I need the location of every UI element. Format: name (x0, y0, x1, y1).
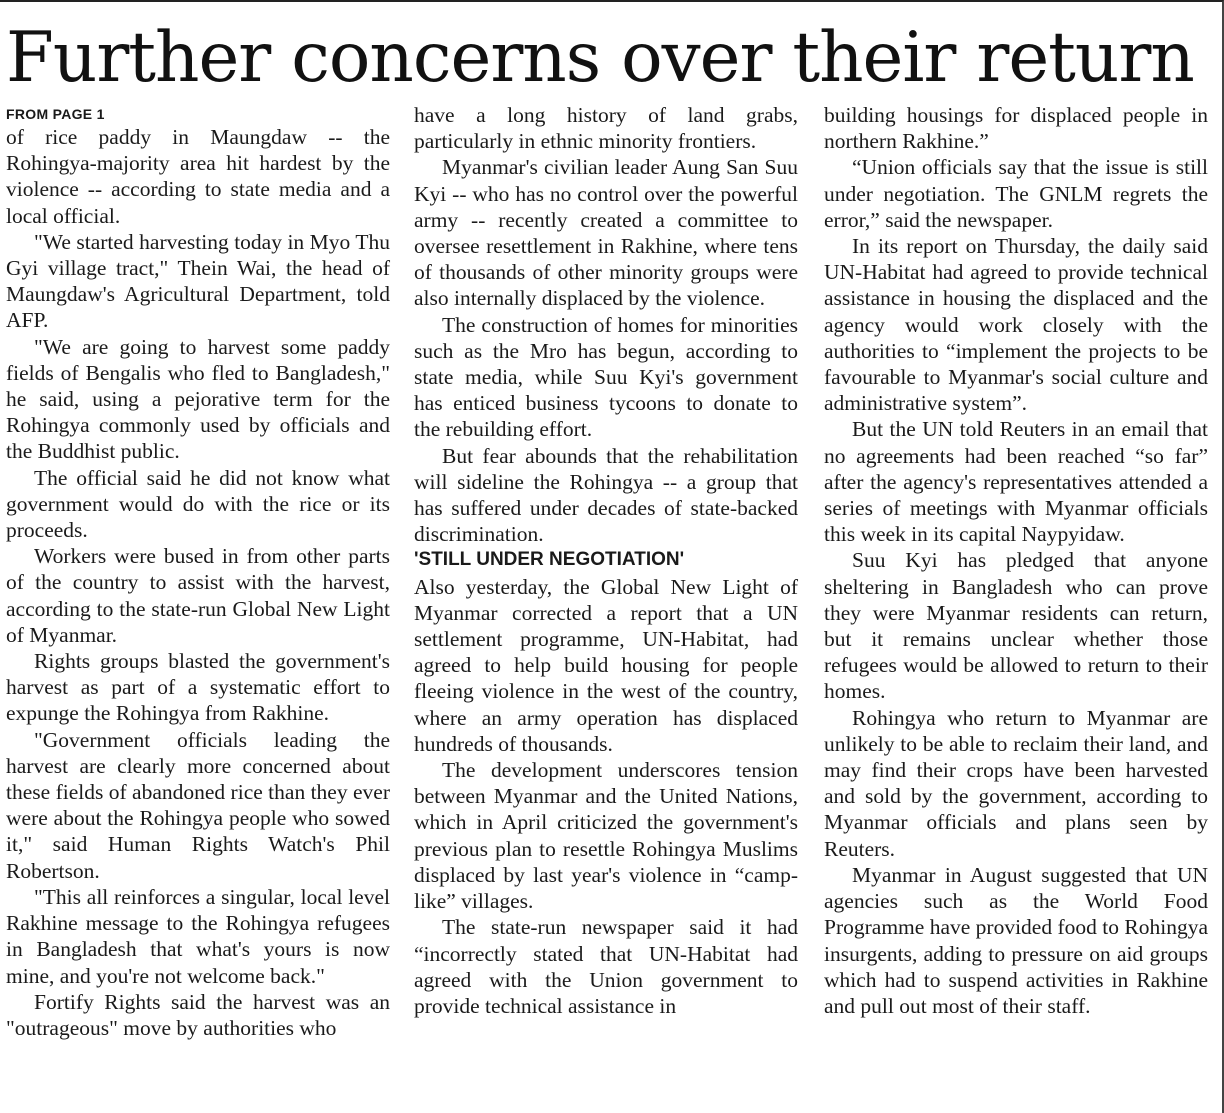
paragraph: But fear abounds that the rehabilitation will sideline the Rohingya -- a group that has suffered under decades of state-backed discrimination. (414, 443, 798, 547)
paragraph: Myanmar's civilian leader Aung San Suu Kyi -- who has no control over the powerful army -- recently created a committee to oversee resettlement in Rakhine, where tens of thousands of other minority groups were also internally displaced by the violence. (414, 155, 798, 311)
headline: Further concerns over their return (6, 18, 1194, 98)
paragraph: Also yesterday, the Global New Light of Myanmar corrected a report that a UN settlement programme, UN-Habitat, had agreed to help build housing for people fleeing violence in the west of the country, where an army operation has displaced hundreds of thousands. (414, 574, 798, 756)
paragraph: The development underscores tension between Myanmar and the United Nations, which in April criticized the government's previous plan to resettle Rohingya Muslims displaced by last year's violence in “camp-like” villages. (414, 758, 798, 914)
paragraph: But the UN told Reuters in an email that no agreements had been reached “so far” after the agency's representatives attended a series of meetings with Myanmar officials this week in its capital Naypyidaw. (824, 417, 1208, 547)
paragraph: of rice paddy in Maungdaw -- the Rohingya-majority area hit hardest by the violence -- according to state media and a local official. (6, 125, 390, 228)
paragraph: Workers were bused in from other parts of the country to assist with the harvest, according to the state-run Global New Light of Myanmar. (6, 544, 390, 647)
continuation-kicker: FROM PAGE 1 (6, 106, 105, 122)
paragraph: Rohingya who return to Myanmar are unlikely to be able to reclaim their land, and may find their crops have been harvested and sold by the government, according to Myanmar officials and plans seen by Reuters. (824, 705, 1208, 861)
paragraph: The official said he did not know what government would do with the rice or its proceeds. (6, 465, 390, 543)
paragraph: "Government officials leading the harvest are clearly more concerned about these fields of abandoned rice than they ever were about the Rohingya people who sowed it," said Human Rights Watch's Phil Robertson. (6, 727, 390, 883)
paragraph: Fortify Rights said the harvest was an "outrageous" move by authorities who (6, 989, 390, 1040)
column-3 (824, 102, 1208, 1019)
paragraph: "This all reinforces a singular, local level Rakhine message to the Rohingya refugees in Bangladesh that what's yours is now mine, and you're not welcome back." (6, 884, 390, 988)
section-subhead: 'STILL UNDER NEGOTIATION' (414, 549, 685, 571)
paragraph: The construction of homes for minorities such as the Mro has begun, according to state media, while Suu Kyi's government has enticed business tycoons to donate to the rebuilding effort. (414, 312, 798, 442)
paragraph: The state-run newspaper said it had “incorrectly stated that UN-Habitat had agreed with the Union government to provide technical assistance in (414, 915, 798, 1018)
paragraph: Suu Kyi has pledged that anyone sheltering in Bangladesh who can prove they were Myanmar residents can return, but it remains unclear whether those refugees would be allowed to return to their homes. (824, 548, 1208, 704)
paragraph: In its report on Thursday, the daily said UN-Habitat had agreed to provide technical assistance in housing the displaced and the agency would work closely with the authorities to “implement the projects to be favourable to Myanmar's social culture and administrative system”. (824, 234, 1208, 416)
column-2 (414, 102, 798, 1019)
paragraph: Rights groups blasted the government's harvest as part of a systematic effort to expunge the Rohingya from Rakhine. (6, 649, 390, 726)
paragraph: Myanmar in August suggested that UN agencies such as the World Food Programme have provided food to Rohingya insurgents, adding to pressure on aid groups which had to suspend activities in Rakhine and pull out most of their staff. (824, 862, 1208, 1018)
paragraph: "We started harvesting today in Myo Thu Gyi village tract," Thein Wai, the head of Maungdaw's Agricultural Department, told AFP. (6, 229, 390, 333)
paragraph: have a long history of land grabs, particularly in ethnic minority frontiers. (414, 103, 798, 154)
paragraph: "We are going to harvest some paddy fields of Bengalis who fled to Bangladesh," he said, using a pejorative term for the Rohingya commonly used by officials and the Buddhist public. (6, 334, 390, 464)
paragraph: “Union officials say that the issue is still under negotiation. The GNLM regrets the error,” said the newspaper. (824, 155, 1208, 232)
column-1 (6, 102, 390, 1041)
paragraph: building housings for displaced people in northern Rakhine.” (824, 103, 1208, 154)
